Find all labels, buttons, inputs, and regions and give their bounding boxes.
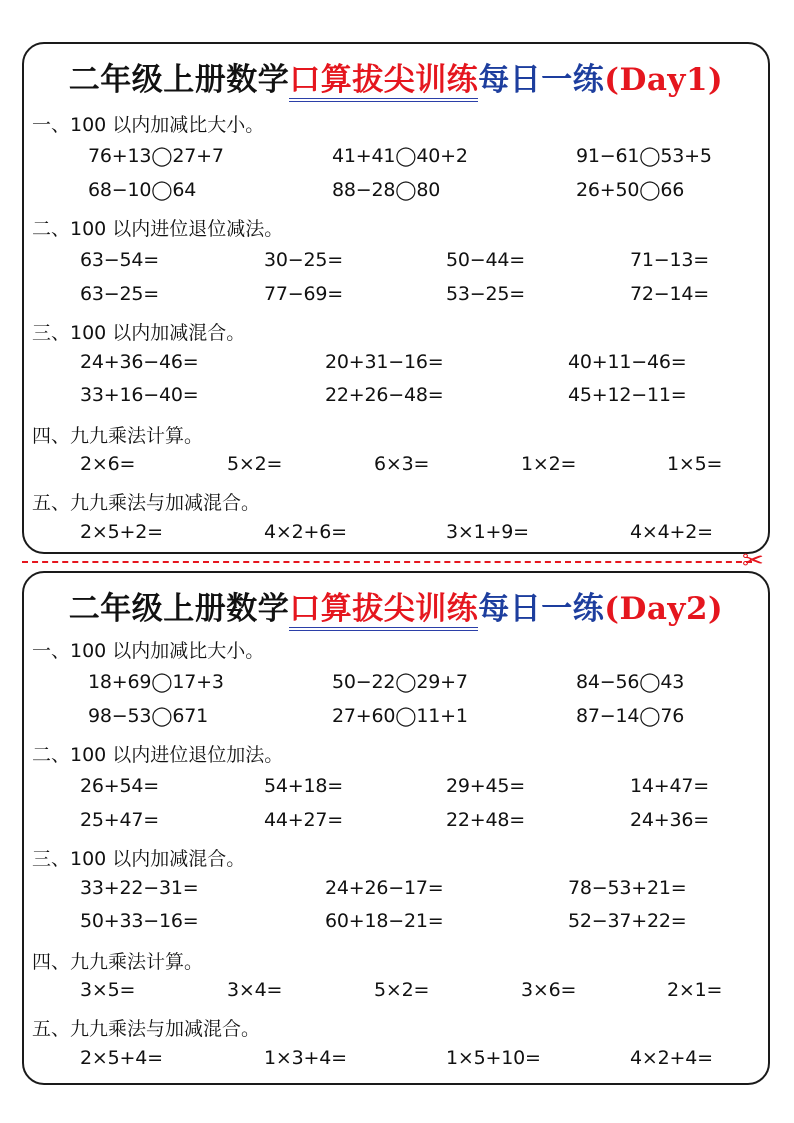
- problem: 1×2=: [521, 453, 577, 475]
- problem: 45+12−11=: [568, 384, 687, 406]
- problem: 54+18=: [264, 775, 343, 797]
- problem: 53−25=: [446, 283, 525, 305]
- problem: 3×6=: [521, 979, 577, 1001]
- problem: 4×2+6=: [264, 521, 347, 543]
- problem: 1×5+10=: [446, 1047, 541, 1069]
- section-heading: 四、九九乘法计算。: [32, 951, 204, 973]
- problem: 22+48=: [446, 809, 525, 831]
- problem: 5×2=: [227, 453, 283, 475]
- problem-row: [24, 809, 768, 837]
- problem: 4×2+4=: [630, 1047, 713, 1069]
- problem: 27+60◯11+1: [332, 705, 468, 727]
- problem-row: [24, 979, 768, 1007]
- problem: 5×2=: [374, 979, 430, 1001]
- problem: 33+22−31=: [80, 877, 199, 899]
- section-heading: 四、九九乘法计算。: [32, 425, 204, 447]
- cut-line: [22, 561, 752, 563]
- problem: 71−13=: [630, 249, 709, 271]
- worksheet-card-day1: [22, 42, 770, 554]
- problem: 26+54=: [80, 775, 159, 797]
- problem: 40+11−46=: [568, 351, 687, 373]
- problem: 50+33−16=: [80, 910, 199, 932]
- problem: 33+16−40=: [80, 384, 199, 406]
- problem: 4×4+2=: [630, 521, 713, 543]
- problem: 50−22◯29+7: [332, 671, 468, 693]
- problem: 63−25=: [80, 283, 159, 305]
- problem: 72−14=: [630, 283, 709, 305]
- section-heading: 二、100 以内进位退位减法。: [32, 218, 284, 240]
- problem: 14+47=: [630, 775, 709, 797]
- problem-row: [24, 453, 768, 481]
- problem-row: [24, 775, 768, 803]
- problem: 26+50◯66: [576, 179, 685, 201]
- problem: 24+36=: [630, 809, 709, 831]
- problem-row: [24, 877, 768, 905]
- problem: 3×1+9=: [446, 521, 529, 543]
- problem: 50−44=: [446, 249, 525, 271]
- problem: 24+36−46=: [80, 351, 199, 373]
- worksheet-title: 二年级上册数学口算拔尖训练每日一练(Day2): [24, 583, 768, 628]
- problem: 3×4=: [227, 979, 283, 1001]
- problem: 6×3=: [374, 453, 430, 475]
- problem: 3×5=: [80, 979, 136, 1001]
- section-heading: 五、九九乘法与加减混合。: [32, 492, 261, 514]
- problem: 68−10◯64: [88, 179, 197, 201]
- problem: 2×6=: [80, 453, 136, 475]
- worksheet-card-day2: [22, 571, 770, 1085]
- problem-row: [24, 249, 768, 277]
- scissors-icon: ✂: [742, 546, 764, 576]
- problem-row: [24, 1047, 768, 1075]
- problem: 2×1=: [667, 979, 723, 1001]
- problem: 2×5+2=: [80, 521, 163, 543]
- problem-row: [24, 671, 768, 699]
- problem: 44+27=: [264, 809, 343, 831]
- problem: 98−53◯671: [88, 705, 209, 727]
- problem-row: [24, 351, 768, 379]
- problem: 78−53+21=: [568, 877, 687, 899]
- problem: 18+69◯17+3: [88, 671, 224, 693]
- section-heading: 一、100 以内加减比大小。: [32, 114, 265, 136]
- problem: 77−69=: [264, 283, 343, 305]
- problem: 22+26−48=: [325, 384, 444, 406]
- problem: 2×5+4=: [80, 1047, 163, 1069]
- problem: 60+18−21=: [325, 910, 444, 932]
- problem: 63−54=: [80, 249, 159, 271]
- problem: 20+31−16=: [325, 351, 444, 373]
- problem-row: [24, 179, 768, 207]
- problem: 76+13◯27+7: [88, 145, 224, 167]
- problem: 88−28◯80: [332, 179, 441, 201]
- problem-row: [24, 521, 768, 549]
- problem: 1×3+4=: [264, 1047, 347, 1069]
- section-heading: 一、100 以内加减比大小。: [32, 640, 265, 662]
- worksheet-title: 二年级上册数学口算拔尖训练每日一练(Day1): [24, 54, 768, 99]
- section-heading: 五、九九乘法与加减混合。: [32, 1018, 261, 1040]
- section-heading: 三、100 以内加减混合。: [32, 322, 246, 344]
- problem: 41+41◯40+2: [332, 145, 468, 167]
- section-heading: 二、100 以内进位退位加法。: [32, 744, 284, 766]
- problem-row: [24, 145, 768, 173]
- section-heading: 三、100 以内加减混合。: [32, 848, 246, 870]
- problem: 25+47=: [80, 809, 159, 831]
- problem: 91−61◯53+5: [576, 145, 712, 167]
- problem: 24+26−17=: [325, 877, 444, 899]
- problem: 29+45=: [446, 775, 525, 797]
- problem: 30−25=: [264, 249, 343, 271]
- problem: 84−56◯43: [576, 671, 685, 693]
- problem-row: [24, 910, 768, 938]
- problem: 1×5=: [667, 453, 723, 475]
- problem: 52−37+22=: [568, 910, 687, 932]
- problem: 87−14◯76: [576, 705, 685, 727]
- problem-row: [24, 384, 768, 412]
- problem-row: [24, 283, 768, 311]
- problem-row: [24, 705, 768, 733]
